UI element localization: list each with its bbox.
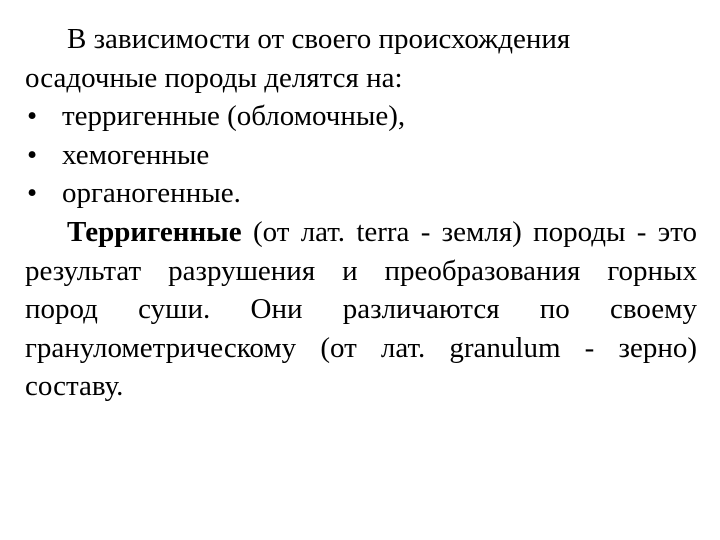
list-item-label: органогенные.: [62, 177, 241, 210]
defined-term: Терригенные: [67, 215, 242, 248]
bullet-icon: •: [27, 138, 38, 171]
intro-paragraph: В зависимости от своего происхождения осадочные породы делятся на:: [25, 23, 571, 94]
list-item-organogenic: [25, 174, 697, 213]
list-item-label: хемогенные: [62, 138, 210, 171]
list-item-terrigenous: [25, 97, 697, 136]
definition-paragraph: [25, 213, 697, 406]
list-item-label: терригенные (обломочные),: [62, 100, 406, 133]
bullet-icon: •: [27, 177, 38, 210]
rock-types-list: [25, 97, 697, 213]
bullet-icon: •: [27, 100, 38, 133]
list-item-chemogenic: [25, 136, 697, 175]
slide-text-body: [25, 20, 697, 406]
definition-text: (от лат. terra - земля) породы - это результат разрушения и преобразования горных пород суши. Они различаются по своему гранулометрическому (от лат. granulum - зерно) составу.: [25, 215, 697, 403]
